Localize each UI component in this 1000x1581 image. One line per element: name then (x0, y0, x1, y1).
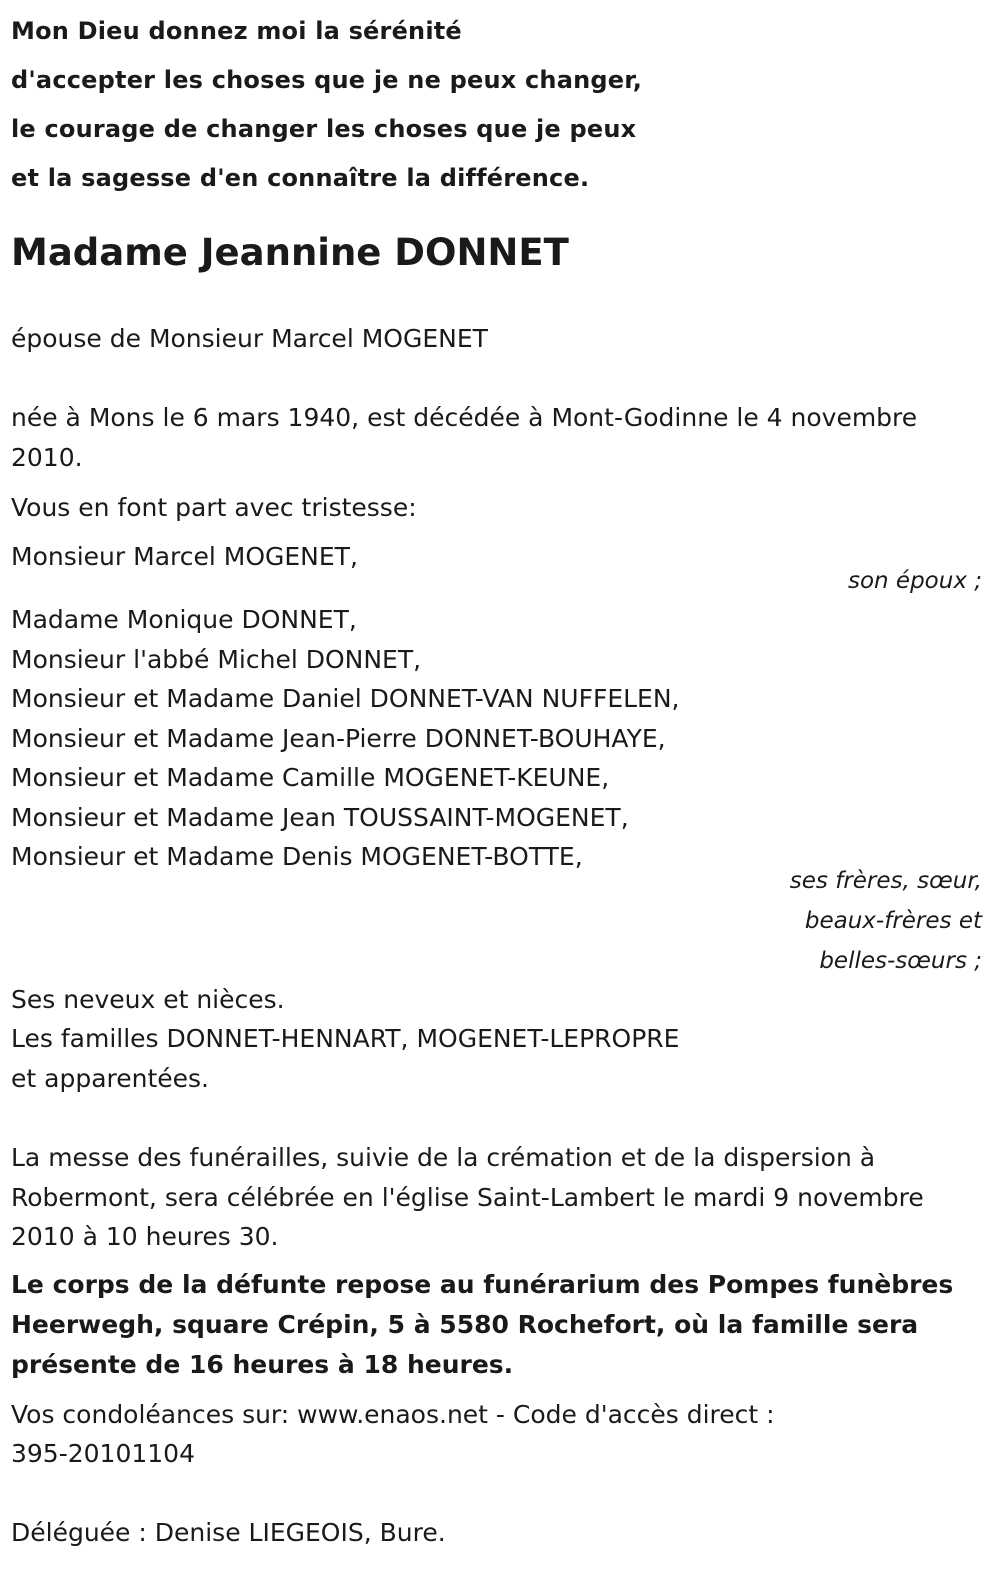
viewing-line: Heerwegh, square Crépin, 5 à 5580 Rochefort, où la famille sera (11, 1310, 919, 1339)
prayer-line: et la sagesse d'en connaître la différence. (11, 164, 590, 192)
mass-line: La messe des funérailles, suivie de la crémation et de la dispersion à (11, 1143, 876, 1172)
viewing-line: Le corps de la défunte repose au funérarium des Pompes funèbres (11, 1270, 954, 1299)
relatives-line: et apparentées. (11, 1064, 209, 1093)
prayer-line: le courage de changer les choses que je peux (11, 115, 637, 143)
announce-intro: Vous en font part avec tristesse: (11, 493, 417, 522)
sibling-entry: Monsieur et Madame Camille MOGENET-KEUNE, (11, 763, 610, 792)
birth-death-line: née à Mons le 6 mars 1940, est décédée à Mont-Godinne le 4 novembre (11, 403, 918, 432)
birth-death-line-cont: 2010. (11, 443, 83, 472)
siblings-role: belles-sœurs ; (819, 948, 982, 974)
prayer-line: Mon Dieu donnez moi la sérénité (11, 17, 462, 45)
families-line: Les familles DONNET-HENNART, MOGENET-LEPROPRE (11, 1024, 680, 1053)
access-code: 395-20101104 (11, 1439, 195, 1468)
deceased-name: Madame Jeannine DONNET (11, 231, 569, 274)
mass-line: 2010 à 10 heures 30. (11, 1222, 279, 1251)
condolences-line: Vos condoléances sur: www.enaos.net - Code d'accès direct : (11, 1400, 775, 1429)
spouse-line: épouse de Monsieur Marcel MOGENET (11, 324, 488, 353)
prayer-line: d'accepter les choses que je ne peux changer, (11, 66, 643, 94)
spouse-mourner: Monsieur Marcel MOGENET, (11, 542, 358, 571)
sibling-entry: Monsieur et Madame Jean-Pierre DONNET-BOUHAYE, (11, 724, 666, 753)
sibling-entry: Monsieur et Madame Daniel DONNET-VAN NUFFELEN, (11, 684, 680, 713)
sibling-entry: Monsieur et Madame Denis MOGENET-BOTTE, (11, 842, 583, 871)
sibling-entry: Monsieur l'abbé Michel DONNET, (11, 645, 422, 674)
sibling-entry: Monsieur et Madame Jean TOUSSAINT-MOGENET, (11, 803, 629, 832)
siblings-role: beaux-frères et (804, 908, 982, 934)
siblings-role: ses frères, sœur, (789, 868, 982, 894)
viewing-line: présente de 16 heures à 18 heures. (11, 1350, 514, 1379)
mass-line: Robermont, sera célébrée en l'église Saint-Lambert le mardi 9 novembre (11, 1183, 924, 1212)
spouse-role: son époux ; (847, 568, 982, 594)
serenity-prayer (11, 7, 642, 203)
sibling-entry: Madame Monique DONNET, (11, 605, 357, 634)
nephews-line: Ses neveux et nièces. (11, 985, 285, 1014)
delegate-line: Déléguée : Denise LIEGEOIS, Bure. (11, 1518, 446, 1547)
